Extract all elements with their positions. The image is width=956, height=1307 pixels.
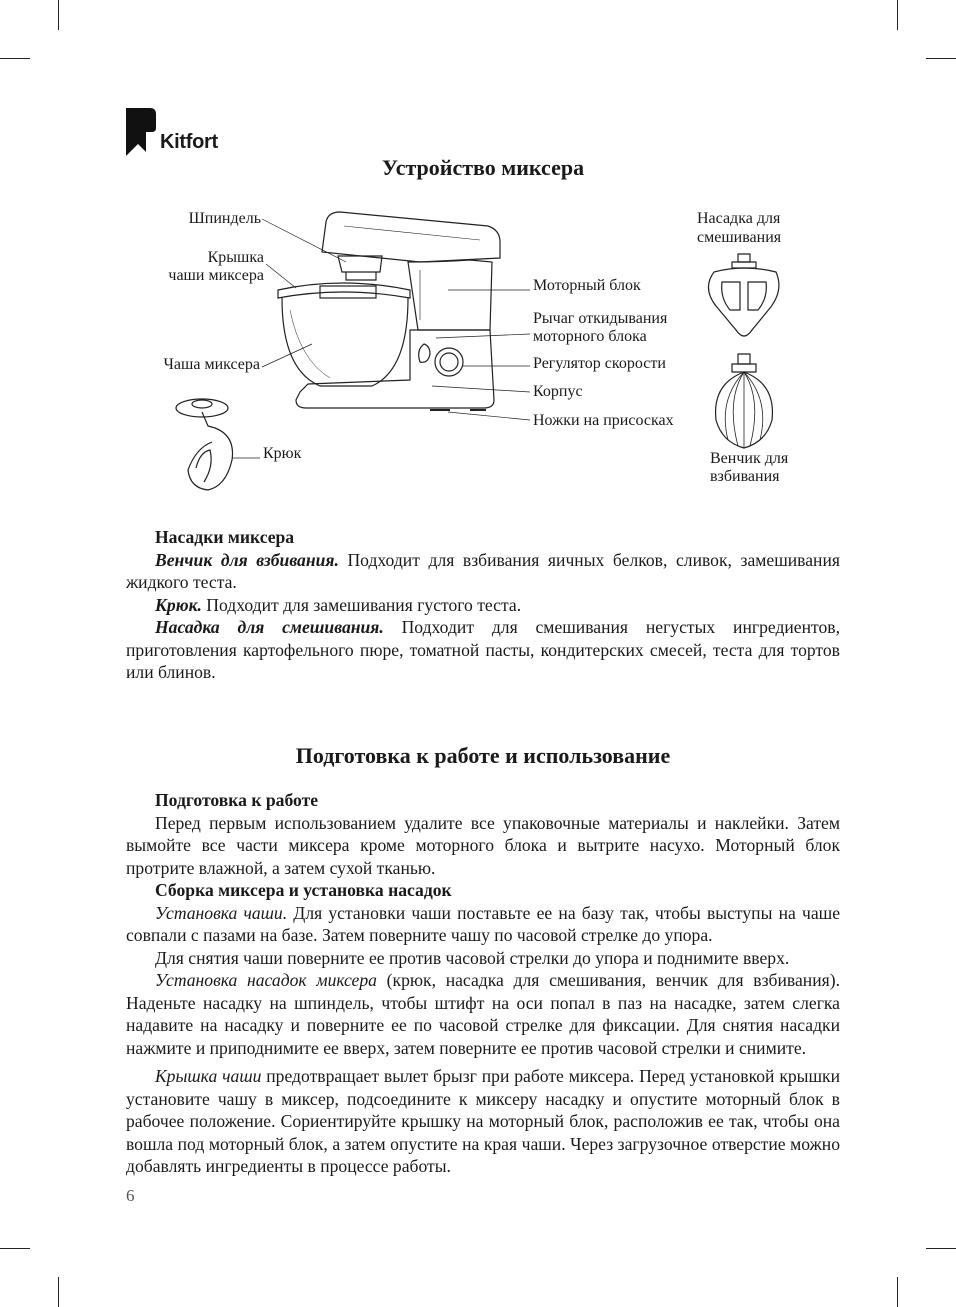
label-speed-regulator: Регулятор скорости	[533, 355, 666, 372]
label-body: Корпус	[533, 383, 583, 400]
label-bowl-lid-1: Крышка	[207, 249, 264, 266]
attach-install-text: (крюк, насадка для смешивания, венчик для взбивания). Наденьте насадку на шпиндель, чтобы штифт на оси попал в паз на насадке, затем слегка надавите на насадку и поверните ее по часовой стрелке для фиксации. Для снятия насадки нажмите и приподнимите ее вверх, затем поверните ее против часовой стрелки и снимите.	[126, 970, 840, 1058]
label-mixing-attachment-2: смешивания	[697, 229, 782, 246]
label-mixing-attachment-1: Насадка для	[697, 210, 781, 227]
hook-term: Крюк.	[155, 594, 202, 615]
stand-mixer-illustration	[278, 212, 500, 410]
whisk-paragraph	[126, 549, 840, 594]
lid-text: предотвращает вылет брызг при работе миксера. Перед установкой крышки установите чашу в миксер, подсоедините к миксеру насадку и опустите моторный блок в рабочее положение. Сориентируйте крышку на моторный блок, расположив ее так, чтобы она вошла под моторный блок, а затем опустите на края чаши. Через загрузочное отверстие можно добавлять ингредиенты в процессе работы.	[126, 1066, 841, 1176]
crop-mark	[926, 1248, 956, 1249]
dough-hook-illustration	[176, 399, 233, 490]
attachments-section	[126, 526, 840, 684]
label-bowl: Чаша миксера	[163, 356, 260, 373]
mixing-text: Подходит для смешивания негустых ингредиентов, приготовления картофельного пюре, томатной пасты, кондитерских смесей, теста для тортов или блинов.	[126, 617, 840, 682]
label-feet: Ножки на присосках	[533, 412, 674, 429]
assembly-subheading: Сборка миксера и установка насадок	[155, 880, 452, 900]
crop-mark	[897, 1277, 898, 1307]
bowl-remove-paragraph: Для снятия чаши поверните ее против часовой стрелки до упора и поднимите вверх.	[155, 947, 790, 968]
crop-mark	[0, 1248, 30, 1249]
whisk-term: Венчик для взбивания.	[155, 549, 339, 570]
prep-section-title: Подготовка к работе и использование	[295, 743, 671, 768]
page-number: 6	[126, 1186, 135, 1205]
brand-name: Kitfort	[160, 131, 218, 153]
balloon-whisk-illustration	[716, 354, 773, 448]
crop-mark	[58, 1277, 59, 1307]
device-section-title: Устройство миксера	[381, 155, 585, 180]
mixing-term: Насадка для смешивания.	[155, 617, 384, 637]
whisk-text: Подходит для взбивания яичных белков, сливок, замешивания жидкого теста.	[126, 549, 840, 592]
label-motor-block: Моторный блок	[533, 277, 641, 294]
lid-paragraph	[126, 1065, 840, 1178]
lid-term: Крышка чаши	[155, 1066, 262, 1086]
attach-install-term: Установка насадок миксера	[155, 970, 377, 990]
label-hook: Крюк	[263, 445, 302, 462]
mixing-paragraph	[126, 616, 840, 684]
bowl-install-term: Установка чаши.	[155, 902, 288, 923]
attach-install-paragraph	[126, 969, 840, 1059]
label-lever-1: Рычаг откидывания	[533, 310, 668, 327]
label-bowl-lid-2: чаши миксера	[168, 267, 264, 284]
label-spindle: Шпиндель	[188, 210, 261, 227]
prep-subheading: Подготовка к работе	[155, 790, 319, 810]
hook-text: Подходит для замешивания густого теста.	[201, 594, 522, 615]
prep-paragraph: Перед первым использованием удалите все упаковочные материалы и наклейки. Затем вымойте все части миксера кроме моторного блока и вытрите насухо. Моторный блок протрите влажной, а затем сухой тканью.	[126, 812, 840, 878]
attachments-heading: Насадки миксера	[155, 527, 295, 547]
hook-paragraph	[126, 594, 840, 617]
bowl-install-text: Для установки чаши поставьте ее на базу так, чтобы выступы на чаше совпали с пазами на базе. Затем поверните чашу по часовой стрелке до упора.	[126, 902, 840, 945]
flat-beater-illustration	[708, 254, 778, 336]
prep-section	[126, 789, 840, 1178]
mixer-diagram	[0, 0, 956, 520]
bowl-install-paragraph	[126, 902, 840, 947]
label-lever-2: моторного блока	[533, 328, 647, 345]
label-whisk-1: Венчик для	[710, 450, 789, 467]
label-whisk-2: взбивания	[710, 468, 780, 485]
